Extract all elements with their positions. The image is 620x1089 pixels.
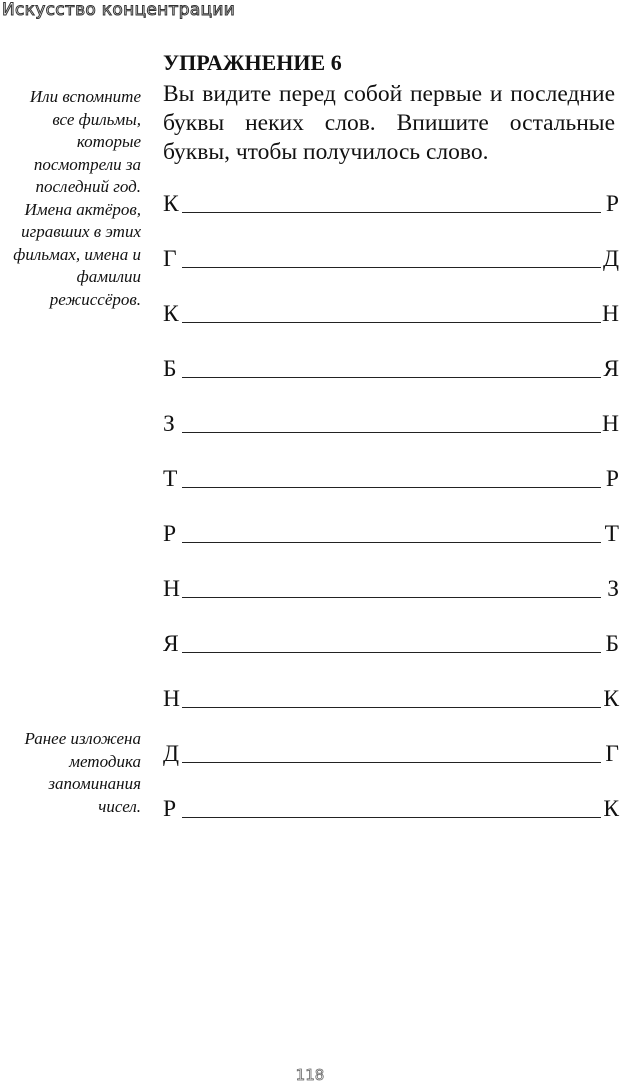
answer-blank-line[interactable] xyxy=(182,652,601,653)
word-row xyxy=(163,738,619,768)
last-letter: З xyxy=(607,576,619,602)
last-letter: К xyxy=(603,686,619,712)
word-row xyxy=(163,573,619,603)
word-row xyxy=(163,518,619,548)
answer-blank-line[interactable] xyxy=(182,432,601,433)
answer-blank-line[interactable] xyxy=(182,487,601,488)
word-row xyxy=(163,188,619,218)
answer-blank-line[interactable] xyxy=(182,377,601,378)
word-row xyxy=(163,463,619,493)
margin-note-films: Или вспомните все фильмы, которые посмотрели за последний год. Имена актёров, игравших в этих фильмах, имена и фамилии режиссёров. xyxy=(13,87,141,309)
last-letter: Б xyxy=(605,631,619,657)
last-letter: Н xyxy=(602,301,619,327)
first-letter: Б xyxy=(163,356,177,382)
word-row xyxy=(163,353,619,383)
first-letter: Г xyxy=(163,246,177,272)
last-letter: Д xyxy=(602,246,619,272)
word-row xyxy=(163,683,619,713)
first-letter: Р xyxy=(163,796,177,822)
answer-blank-line[interactable] xyxy=(182,597,601,598)
last-letter: Я xyxy=(603,356,619,382)
answer-blank-line[interactable] xyxy=(182,817,601,818)
first-letter: К xyxy=(163,191,179,217)
exercise-title: УПРАЖНЕНИЕ 6 xyxy=(163,50,342,75)
first-letter: Я xyxy=(163,631,179,657)
word-row xyxy=(163,243,619,273)
word-row xyxy=(163,298,619,328)
page-number: 118 xyxy=(295,1066,325,1084)
answer-blank-line[interactable] xyxy=(182,542,601,543)
answer-blank-line[interactable] xyxy=(182,707,601,708)
word-row xyxy=(163,793,619,823)
last-letter: Т xyxy=(604,521,619,547)
first-letter: Н xyxy=(163,576,180,602)
last-letter: К xyxy=(603,796,619,822)
answer-blank-line[interactable] xyxy=(182,322,601,323)
margin-note-numbers: Ранее изложена методика запоминания чисел. xyxy=(24,729,141,816)
first-letter: З xyxy=(163,411,175,437)
word-row xyxy=(163,628,619,658)
last-letter: Г xyxy=(605,741,619,767)
first-letter: Д xyxy=(163,741,180,767)
answer-blank-line[interactable] xyxy=(182,762,601,763)
answer-blank-line[interactable] xyxy=(182,212,601,213)
exercise-instructions: Вы видите перед собой первые и последние буквы неких слов. Впишите остальные буквы, чтобы получилось слово. xyxy=(163,81,615,165)
answer-blank-line[interactable] xyxy=(182,267,601,268)
last-letter: Р xyxy=(605,191,619,217)
last-letter: Р xyxy=(605,466,619,492)
first-letter: К xyxy=(163,301,179,327)
running-header: Искусство концентрации xyxy=(2,0,236,20)
last-letter: Н xyxy=(602,411,619,437)
first-letter: Р xyxy=(163,521,177,547)
first-letter: Н xyxy=(163,686,180,712)
word-row xyxy=(163,408,619,438)
first-letter: Т xyxy=(163,466,178,492)
